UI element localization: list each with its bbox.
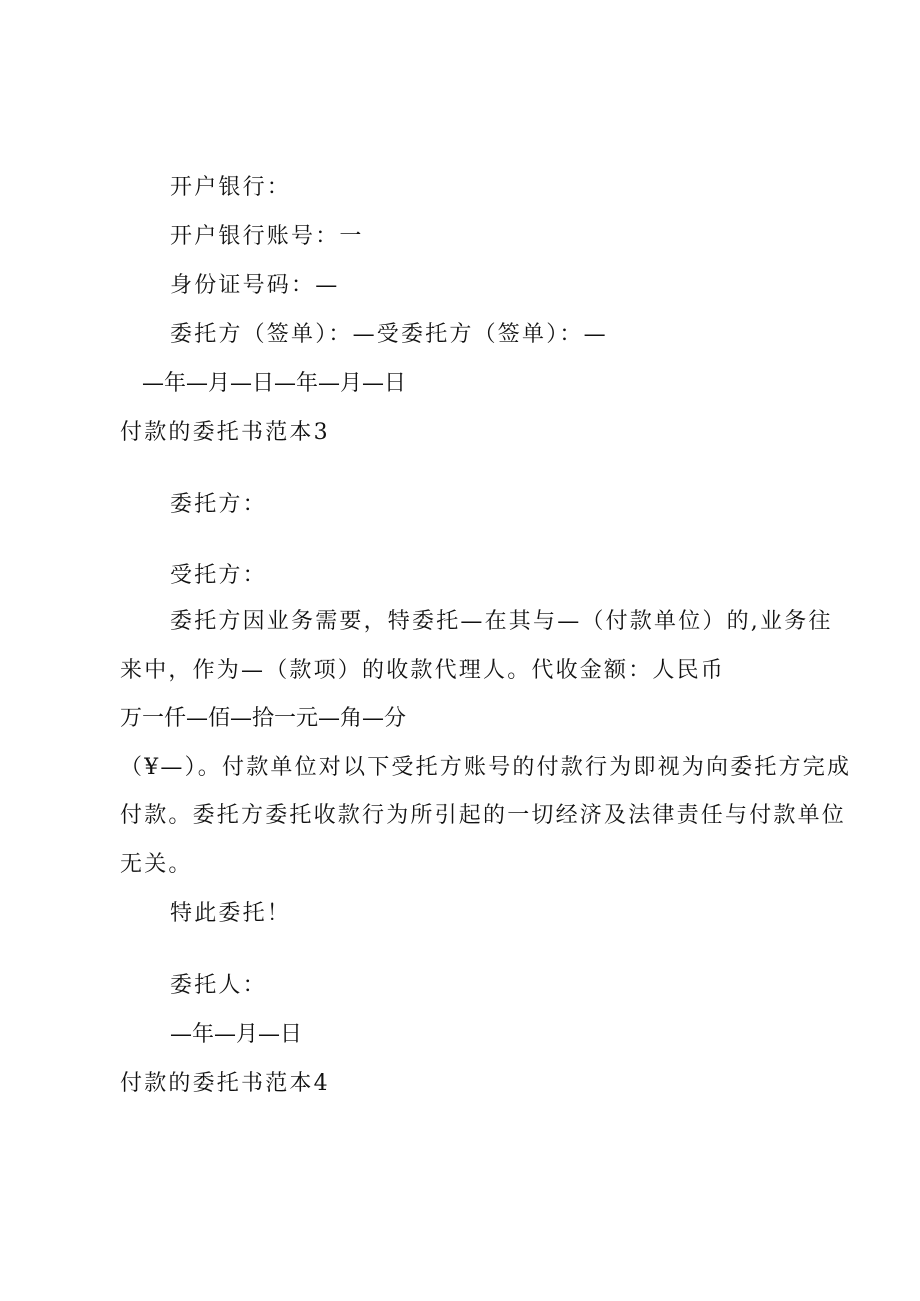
principal-label: 委托方： [170, 492, 267, 517]
body-paragraph-line-6: 无关。 [120, 852, 193, 877]
signing-date: —年—月—日 [170, 1022, 303, 1047]
body-paragraph-line-2: 来中，作为—（款项）的收款代理人。代收金额：人民币 [120, 658, 726, 683]
bank-account-label: 开户银行账号：一 [170, 224, 364, 249]
body-paragraph-line-1: 委托方因业务需要，特委托—在其与—（付款单位）的,业务往 [170, 609, 833, 634]
section4-heading: 付款的委托书范本4 [120, 1071, 330, 1096]
agent-label: 受托方： [170, 563, 267, 588]
signature-line: 委托方（签单）：—受委托方（签单）：— [170, 322, 608, 347]
closing-phrase: 特此委托！ [170, 901, 292, 926]
body-paragraph-line-5: 付款。委托方委托收款行为所引起的一切经济及法律责任与付款单位 [120, 803, 847, 828]
section3-heading: 付款的委托书范本3 [120, 420, 330, 445]
body-paragraph-line-4: （¥—）。付款单位对以下受托方账号的付款行为即视为向委托方完成 [120, 755, 852, 780]
body-paragraph-line-3: 万一仟—佰—拾一元—角—分 [120, 706, 407, 731]
signer-label: 委托人： [170, 973, 267, 998]
bank-label: 开户银行： [170, 175, 292, 200]
id-number-label: 身份证号码：— [170, 273, 340, 298]
date-line: —年—月—日—年—月—日 [142, 371, 407, 396]
